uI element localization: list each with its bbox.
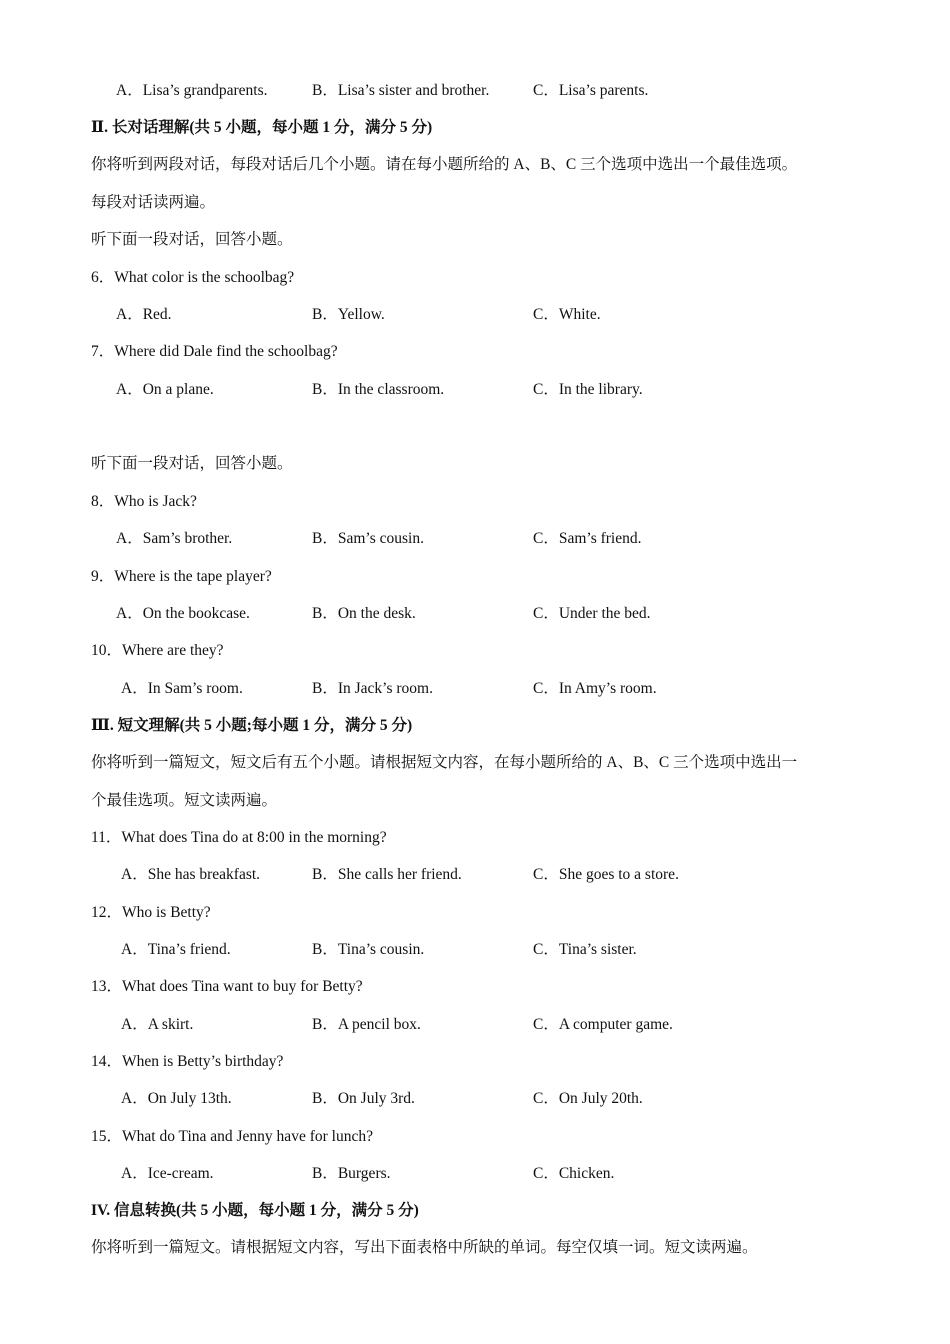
section-3-heading: Ⅲ. 短文理解(共 5 小题;每小题 1 分，满分 5 分) [91, 717, 413, 734]
section-3-instructions-cont: 个最佳选项。短文读两遍。 [91, 792, 278, 809]
q7-stem: 7．Where did Dale find the schoolbag? [91, 343, 338, 360]
q11-stem: 11．What does Tina do at 8:00 in the morning? [91, 829, 387, 846]
q14-option-b[interactable]: B．On July 3rd. [312, 1090, 415, 1107]
q6-option-b[interactable]: B．Yellow. [312, 306, 385, 323]
q5-options [0, 80, 950, 102]
q6-option-a[interactable]: A．Red. [116, 306, 172, 323]
q10-option-b[interactable]: B．In Jack’s room. [312, 680, 433, 697]
q9-option-a[interactable]: A．On the bookcase. [116, 605, 250, 622]
section-2-instructions-cont: 每段对话读两遍。 [91, 194, 216, 211]
q6-options [0, 304, 950, 326]
q9-stem: 9．Where is the tape player? [91, 568, 272, 585]
q8-stem: 8．Who is Jack? [91, 493, 197, 510]
q15-stem: 15．What do Tina and Jenny have for lunch? [91, 1128, 373, 1145]
q13-options [0, 1014, 950, 1036]
dialogue-1-prompt: 听下面一段对话，回答小题。 [91, 231, 293, 248]
q12-options [0, 939, 950, 961]
q10-option-a[interactable]: A．In Sam’s room. [121, 680, 243, 697]
q5-option-a[interactable]: A．Lisa’s grandparents. [116, 82, 268, 99]
section-4-instructions: 你将听到一篇短文。请根据短文内容，写出下面表格中所缺的单词。每空仅填一词。短文读两遍。 [91, 1239, 758, 1256]
q14-option-c[interactable]: C．On July 20th. [533, 1090, 643, 1107]
q12-option-a[interactable]: A．Tina’s friend. [121, 941, 231, 958]
q9-option-b[interactable]: B．On the desk. [312, 605, 416, 622]
section-2-heading: Ⅱ. 长对话理解(共 5 小题，每小题 1 分，满分 5 分) [91, 119, 433, 136]
q15-option-a[interactable]: A．Ice-cream. [121, 1165, 214, 1182]
q7-option-b[interactable]: B．In the classroom. [312, 381, 445, 398]
section-4-heading: IV. 信息转换(共 5 小题，每小题 1 分，满分 5 分) [91, 1202, 419, 1219]
q8-option-a[interactable]: A．Sam’s brother. [116, 530, 233, 547]
q12-option-c[interactable]: C．Tina’s sister. [533, 941, 637, 958]
q15-option-c[interactable]: C．Chicken. [533, 1165, 615, 1182]
q11-option-b[interactable]: B．She calls her friend. [312, 866, 462, 883]
q10-options [0, 678, 950, 700]
q11-option-a[interactable]: A．She has breakfast. [121, 866, 261, 883]
q15-option-b[interactable]: B．Burgers. [312, 1165, 391, 1182]
q12-stem: 12．Who is Betty? [91, 904, 211, 921]
q13-option-b[interactable]: B．A pencil box. [312, 1016, 421, 1033]
q8-options [0, 528, 950, 550]
q15-options [0, 1163, 950, 1185]
section-3-instructions: 你将听到一篇短文，短文后有五个小题。请根据短文内容，在每小题所给的 A、B、C 三个选项中选出一 [91, 754, 798, 771]
q11-option-c[interactable]: C．She goes to a store. [533, 866, 679, 883]
q7-option-a[interactable]: A．On a plane. [116, 381, 214, 398]
q6-stem: 6．What color is the schoolbag? [91, 269, 295, 286]
q8-option-b[interactable]: B．Sam’s cousin. [312, 530, 424, 547]
q5-option-b[interactable]: B．Lisa’s sister and brother. [312, 82, 490, 99]
q14-stem: 14．When is Betty’s birthday? [91, 1053, 284, 1070]
q12-option-b[interactable]: B．Tina’s cousin. [312, 941, 425, 958]
q13-stem: 13．What does Tina want to buy for Betty? [91, 978, 363, 995]
q8-option-c[interactable]: C．Sam’s friend. [533, 530, 642, 547]
section-2-instructions: 你将听到两段对话，每段对话后几个小题。请在每小题所给的 A、B、C 三个选项中选出一个最佳选项。 [91, 156, 798, 173]
q5-option-c[interactable]: C．Lisa’s parents. [533, 82, 649, 99]
q13-option-c[interactable]: C．A computer game. [533, 1016, 673, 1033]
q9-options [0, 603, 950, 625]
q9-option-c[interactable]: C．Under the bed. [533, 605, 651, 622]
q6-option-c[interactable]: C．White. [533, 306, 601, 323]
q14-options [0, 1088, 950, 1110]
q14-option-a[interactable]: A．On July 13th. [121, 1090, 232, 1107]
q13-option-a[interactable]: A．A skirt. [121, 1016, 194, 1033]
q7-options [0, 379, 950, 401]
dialogue-2-prompt: 听下面一段对话，回答小题。 [91, 455, 293, 472]
q7-option-c[interactable]: C．In the library. [533, 381, 643, 398]
q10-stem: 10．Where are they? [91, 642, 224, 659]
q11-options [0, 864, 950, 886]
q10-option-c[interactable]: C．In Amy’s room. [533, 680, 657, 697]
